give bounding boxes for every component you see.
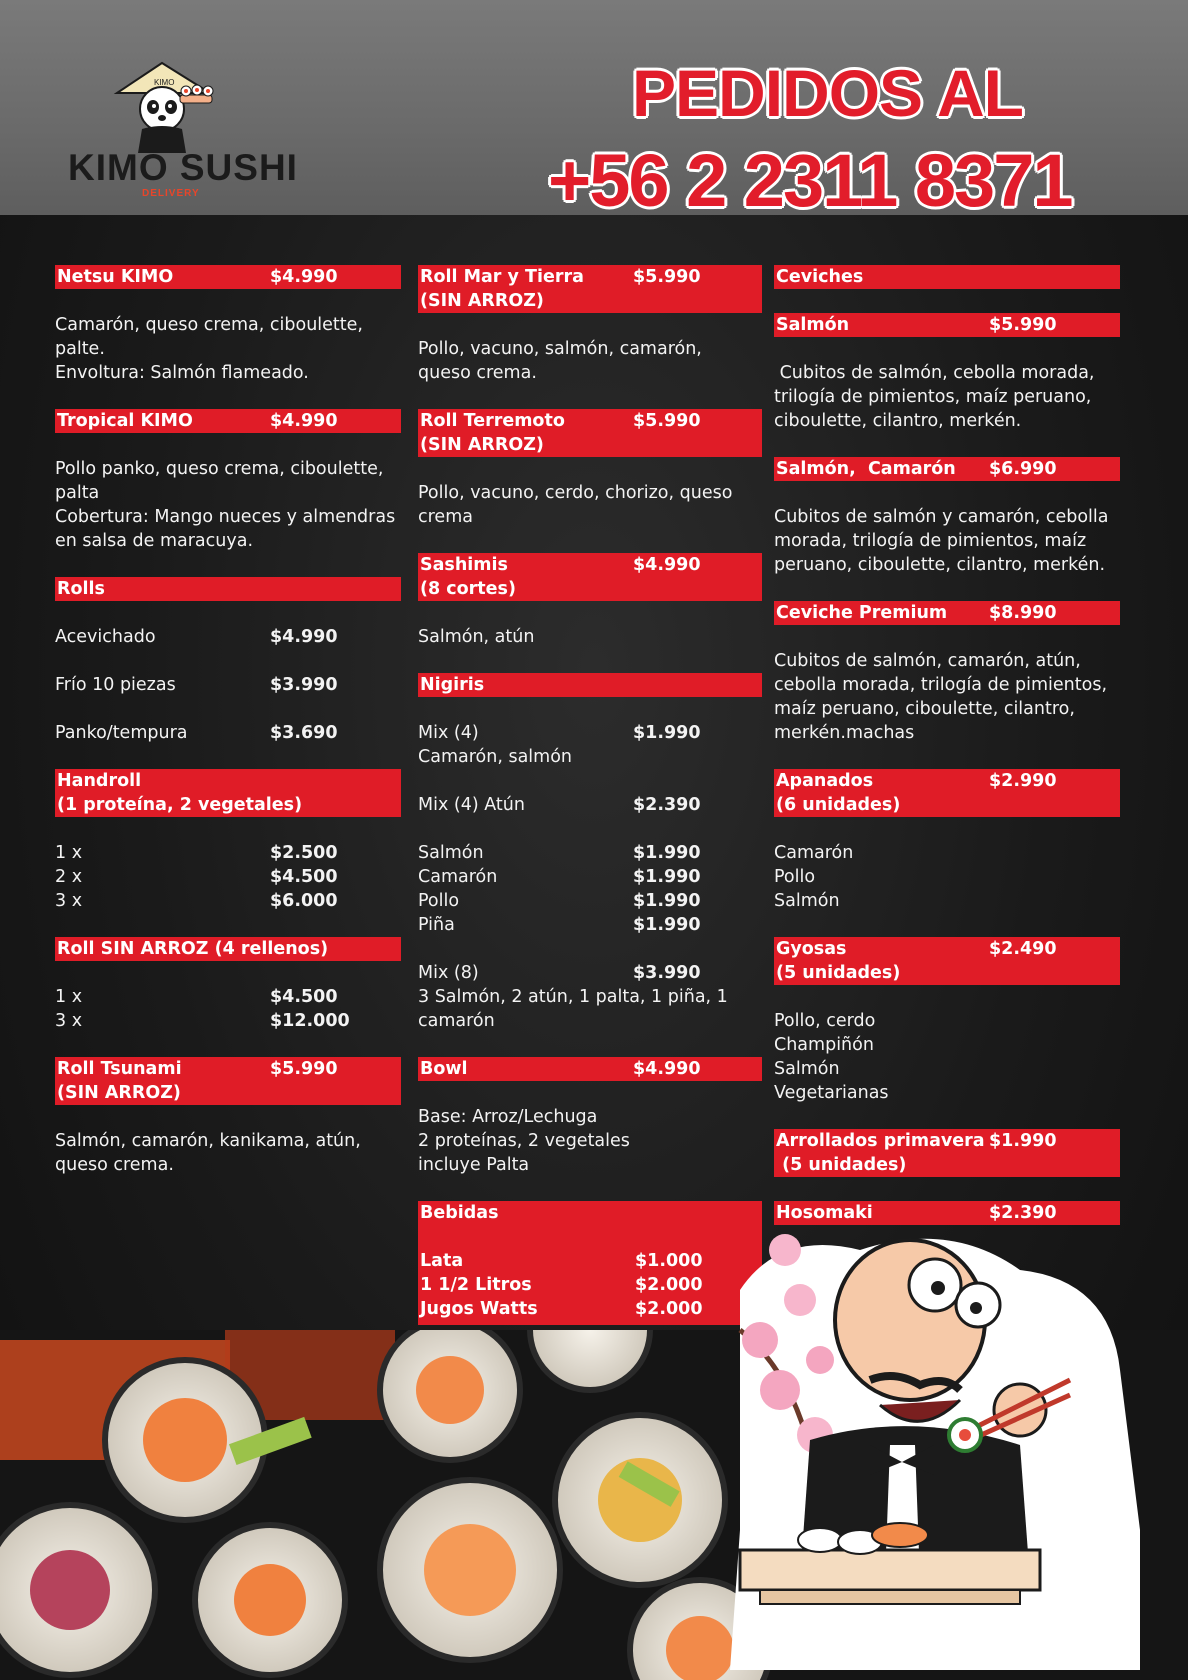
item-price: $4.990 [270,411,338,431]
list-item: Salmón $1.990 [418,843,701,863]
order-headline: PEDIDOS AL [632,56,1023,130]
item-title: Hosomaki [776,1203,873,1223]
list-item-detail: Camarón, salmón [418,747,572,767]
item-price: $8.990 [989,603,1057,623]
list-item: 1 1/2 Litros $2.000 [420,1275,703,1295]
section-hosomaki [774,1201,1120,1225]
list-item: 3 x $12.000 [55,1011,350,1031]
list-item-detail: camarón [418,1011,495,1031]
order-phone-number[interactable]: +56 2 2311 8371 [548,139,1072,222]
section-title: Ceviches [776,267,864,287]
section-ceviches [774,265,1120,289]
item-title: Arrollados primavera [776,1131,985,1151]
item-description: Cubitos de salmón, camarón, atún, cebolla morada, trilogía de pimientos, maíz peruano, ciboulette, cilantro, merkén.machas [774,651,1108,743]
item-price: $2.990 [989,771,1057,791]
item-price: $5.990 [633,267,701,287]
list-item: Acevichado $4.990 [55,627,338,647]
item-title: Apanados [776,771,874,791]
list-item: Piña $1.990 [418,915,701,935]
item-description: Camarón, queso crema, ciboulette, palte. Envoltura: Salmón flameado. [55,315,363,383]
item-subtitle: (SIN ARROZ) [420,435,544,455]
list-item: 1 x $2.500 [55,843,338,863]
section-bowl [418,1057,762,1081]
chef-cartoon-illustration [720,1230,1150,1670]
menu-column-3 [774,265,1120,1297]
section-bebidas [418,1201,762,1325]
list-item: Lata $1.000 [420,1251,703,1271]
section-handroll [55,769,401,817]
item-title: Netsu KIMO [57,267,174,287]
menu-column-2 [418,265,762,1349]
kimo-sushi-logo [62,55,298,205]
item-price: $2.390 [989,1203,1057,1223]
section-nigiris [418,673,762,697]
list-item-detail: 3 Salmón, 2 atún, 1 palta, 1 piña, 1 [418,987,728,1007]
section-subtitle: (1 proteína, 2 vegetales) [57,795,303,815]
item-title: Sashimis [420,555,508,575]
item-price: $1.990 [989,1131,1057,1151]
item-subtitle: (8 cortes) [420,579,516,599]
item-price: $5.990 [633,411,701,431]
section-ceviche-salmon-camaron [774,457,1120,481]
section-title: Rolls [57,579,105,599]
section-sashimis [418,553,762,601]
item-description: Pollo, cerdo Champiñón Salmón Vegetarianas [774,1011,889,1103]
item-description: Pollo, vacuno, salmón, camarón, queso crema. [418,339,702,383]
section-roll-sin-arroz [55,937,401,961]
item-subtitle: (SIN ARROZ) [57,1083,181,1103]
item-description: Cubitos de salmón y camarón, cebolla morada, trilogía de pimientos, maíz peruano, ciboulette, cilantro, merkén. [774,507,1109,575]
section-roll-tsunami [55,1057,401,1105]
section-roll-mar-y-tierra [418,265,762,313]
header-banner [0,0,1188,222]
item-description: Salmón, atún [418,627,535,647]
item-subtitle: (6 unidades) [776,795,901,815]
item-subtitle: (5 unidades) [776,963,901,983]
list-item: Frío 10 piezas $3.990 [55,675,338,695]
item-title: Roll Mar y Tierra [420,267,584,287]
item-price: $5.990 [270,1059,338,1079]
section-netsu-kimo [55,265,401,289]
item-title: Salmón, Camarón [776,459,956,479]
item-price: $4.990 [633,555,701,575]
item-title: Salmón [776,315,850,335]
item-description: Base: Arroz/Lechuga 2 proteínas, 2 vegetales incluye Palta [418,1107,630,1175]
svg-text:KIMO: KIMO [154,78,175,87]
list-item: 2 x $4.500 [55,867,338,887]
section-title: Nigiris [420,675,485,695]
section-title: Bebidas [420,1203,499,1223]
item-price: $5.990 [989,315,1057,335]
item-subtitle: (SIN ARROZ) [420,291,544,311]
item-price: $4.990 [633,1059,701,1079]
item-price: $2.490 [989,939,1057,959]
list-item: Mix (4) $1.990 [418,723,701,743]
section-roll-terremoto [418,409,762,457]
list-item: Mix (4) Atún $2.390 [418,795,701,815]
section-rolls [55,577,401,601]
list-item: Mix (8) $3.990 [418,963,701,983]
section-tropical-kimo [55,409,401,433]
section-ceviche-salmon [774,313,1120,337]
menu-column-1 [55,265,401,1201]
item-description: Camarón Pollo Salmón [774,843,854,911]
item-title: Ceviche Premium [776,603,948,623]
item-price: $6.990 [989,459,1057,479]
section-arrollados-primavera [774,1129,1120,1177]
item-title: Tropical KIMO [57,411,193,431]
item-title: Gyosas [776,939,847,959]
list-item: 1 x $4.500 [55,987,338,1007]
item-title: Roll Terremoto [420,411,565,431]
section-gyosas [774,937,1120,985]
list-item: Pollo $1.990 [418,891,701,911]
logo-wordmark: KIMO SUSHI [68,147,298,188]
section-ceviche-premium [774,601,1120,625]
list-item: Panko/tempura $3.690 [55,723,338,743]
section-title: Roll SIN ARROZ (4 rellenos) [57,939,329,959]
item-title: Bowl [420,1059,468,1079]
list-item: 3 x $6.000 [55,891,338,911]
list-item: Camarón $1.990 [418,867,701,887]
item-description: Cubitos de salmón, cebolla morada, trilogía de pimientos, maíz peruano, ciboulette, cilantro, merkén. [774,363,1095,431]
item-price: $4.990 [270,267,338,287]
logo-subtitle: DELIVERY [142,188,200,199]
section-apanados [774,769,1120,817]
item-description: Pollo, vacuno, cerdo, chorizo, queso crema [418,483,733,527]
item-description: Salmón, camarón, kanikama, atún, queso crema. [55,1131,361,1175]
section-title: Handroll [57,771,142,791]
list-item: Jugos Watts $2.000 [420,1299,703,1319]
item-title: Roll Tsunami [57,1059,182,1079]
item-subtitle: (5 unidades) [776,1155,907,1175]
item-description: Pollo panko, queso crema, ciboulette, palta Cobertura: Mango nueces y almendras en salsa de maracuya. [55,459,396,551]
